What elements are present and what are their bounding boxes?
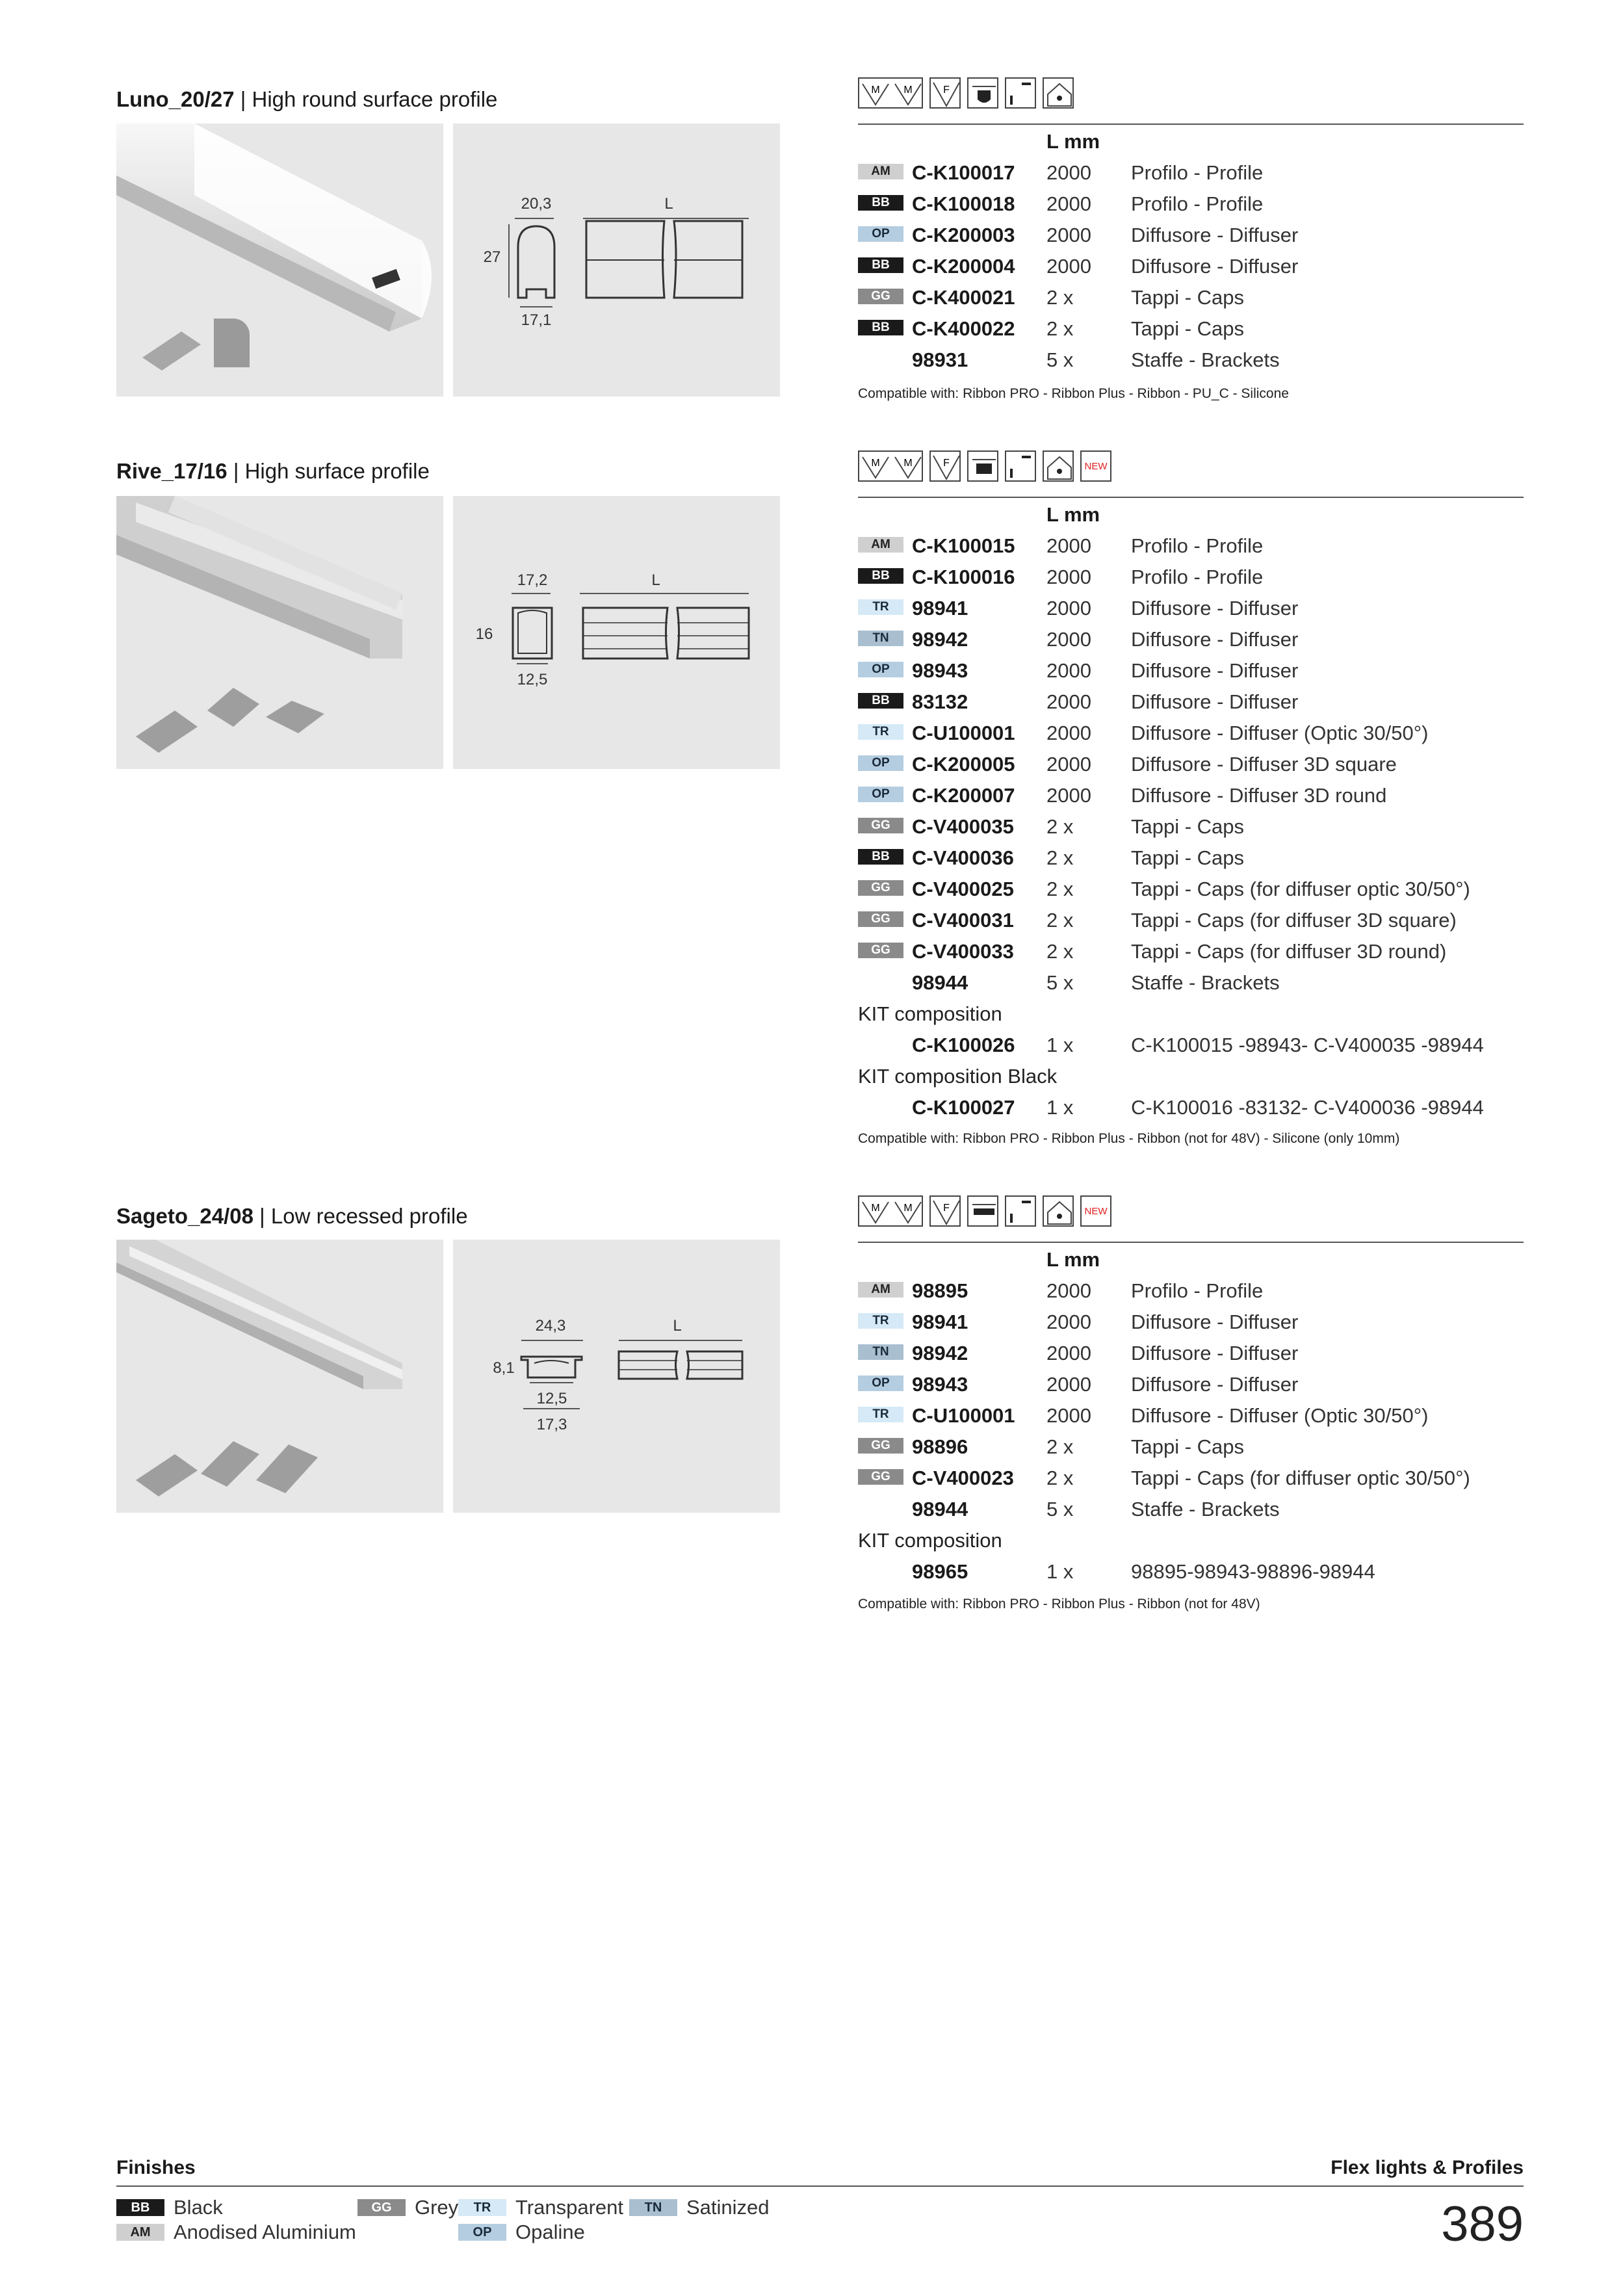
description: Tappi - Caps (1131, 317, 1245, 340)
product-code: C-K100018 (912, 192, 1015, 215)
table-row (858, 748, 1524, 779)
finish-badge: TR (858, 1407, 903, 1422)
length-value: 2 x (1046, 1467, 1074, 1489)
svg-text:M: M (903, 85, 913, 96)
description: Tappi - Caps (for diffuser optic 30/50°) (1131, 1467, 1470, 1489)
table-row (858, 1493, 1524, 1524)
length-value: 2000 (1046, 1404, 1091, 1427)
profile-drawing (453, 496, 780, 769)
dimension-icon (1005, 77, 1036, 109)
legend-black: BB Black (116, 2196, 223, 2219)
length-value: 2 x (1046, 846, 1074, 869)
description: Diffusore - Diffuser (1131, 1373, 1299, 1396)
profile-photo (116, 1240, 443, 1513)
length-value: 2000 (1046, 722, 1091, 744)
finish-badge: BB (858, 257, 903, 273)
table-row (858, 529, 1524, 560)
legend-transparent: TR Transparent (458, 2196, 623, 2219)
product-code: C-V400035 (912, 815, 1014, 838)
length-value: 2000 (1046, 1279, 1091, 1302)
dim-width: 24,3 (535, 1317, 566, 1335)
description: C-K100015 -98943- C-V400035 -98944 (1131, 1034, 1484, 1056)
compatibility-note: Compatible with: Ribbon PRO - Ribbon Plus - Ribbon (not for 48V) (858, 1597, 1260, 1611)
length-value: 2000 (1046, 659, 1091, 682)
length-value: 2000 (1046, 1342, 1091, 1364)
product-code: 83132 (912, 690, 968, 713)
svg-text:F: F (943, 458, 950, 469)
compatibility-note: Compatible with: Ribbon PRO - Ribbon Plus - Ribbon (not for 48V) - Silicone (only 10mm) (858, 1131, 1400, 1146)
product-code: C-K400021 (912, 286, 1015, 309)
new-badge: NEW (1080, 1195, 1111, 1227)
product-code: C-K400022 (912, 317, 1015, 340)
length-value: 2 x (1046, 286, 1074, 309)
profile-subtitle: Low recessed profile (270, 1204, 468, 1228)
product-code: 98895 (912, 1279, 968, 1302)
description: Diffusore - Diffuser (1131, 224, 1299, 246)
dim-width: 17,2 (517, 571, 548, 589)
profile-photo (116, 496, 443, 769)
kit-label: KIT composition (858, 1529, 1002, 1552)
dim-width: 20,3 (521, 195, 552, 213)
finish-badge: GG (858, 911, 903, 927)
finish-badge: GG (858, 1469, 903, 1485)
description: Diffusore - Diffuser 3D square (1131, 753, 1397, 776)
diffuser-shape-icon (967, 450, 998, 482)
table-row (858, 841, 1524, 872)
profile-name: Rive_17/16 (116, 459, 227, 483)
description: Diffusore - Diffuser (Optic 30/50°) (1131, 722, 1429, 744)
length-value: 2000 (1046, 255, 1091, 278)
product-code: C-V400036 (912, 846, 1014, 869)
finish-badge: BB (858, 849, 903, 865)
finish-badge: OP (858, 787, 903, 802)
finish-badge: TN (858, 631, 903, 646)
dimension-icon (1005, 1195, 1036, 1227)
product-code: 98944 (912, 1498, 968, 1520)
description: Diffusore - Diffuser (1131, 659, 1299, 682)
finish-badge: GG (858, 943, 903, 958)
finish-badge: GG (858, 880, 903, 896)
product-code: 98942 (912, 1342, 968, 1364)
length-value: 2 x (1046, 909, 1074, 932)
description: Staffe - Brackets (1131, 348, 1280, 371)
product-code: C-K200005 (912, 753, 1015, 776)
dimension-icon (1005, 450, 1036, 482)
table-row (858, 623, 1524, 654)
description: Diffusore - Diffuser (1131, 1311, 1299, 1333)
legend-grey: GG Grey (357, 2196, 458, 2219)
dim-length: L (664, 195, 673, 213)
product-code: C-K100016 (912, 566, 1015, 588)
product-code: C-K100027 (912, 1096, 1015, 1119)
surface-mount-icon (1043, 1195, 1074, 1227)
length-value: 2000 (1046, 192, 1091, 215)
length-value: 2000 (1046, 1311, 1091, 1333)
length-value: 1 x (1046, 1560, 1074, 1583)
f-class-icon (929, 1195, 961, 1227)
table-row (858, 1368, 1524, 1399)
finish-badge: TR (858, 1313, 903, 1329)
feature-icons (858, 1195, 1111, 1227)
product-code: 98931 (912, 348, 968, 371)
length-value: 2 x (1046, 815, 1074, 838)
product-code: C-K200007 (912, 784, 1015, 807)
product-code: C-U100001 (912, 722, 1015, 744)
new-badge: NEW (1080, 450, 1111, 482)
f-class-icon (929, 77, 961, 109)
finishes-title: Finishes (116, 2157, 196, 2178)
table-row (858, 250, 1524, 281)
legend-opaline: OP Opaline (458, 2221, 585, 2244)
finish-badge: TR (858, 599, 903, 615)
finish-badge: AM (858, 1282, 903, 1298)
length-value: 5 x (1046, 971, 1074, 994)
product-table (858, 1242, 1524, 1586)
table-row (858, 343, 1524, 374)
surface-mount-icon (1043, 450, 1074, 482)
description: Diffusore - Diffuser (1131, 255, 1299, 278)
product-table (858, 497, 1524, 1122)
diffuser-shape-icon (967, 1195, 998, 1227)
description: Diffusore - Diffuser (1131, 628, 1299, 651)
finish-badge: GG (858, 1438, 903, 1454)
table-row (858, 156, 1524, 187)
catalog-section-title: Flex lights & Profiles (1331, 2157, 1524, 2178)
length-value: 2000 (1046, 161, 1091, 184)
finish-badge: TR (858, 724, 903, 740)
table-row (858, 935, 1524, 966)
finish-badge: GG (858, 289, 903, 304)
surface-mount-icon (1043, 77, 1074, 109)
table-row (858, 1091, 1524, 1122)
description: Profilo - Profile (1131, 192, 1264, 215)
table-row (858, 312, 1524, 343)
kit-label: KIT composition Black (858, 1065, 1058, 1088)
dim-length: L (651, 571, 660, 589)
svg-text:M: M (903, 1203, 913, 1214)
profile-drawing (453, 1240, 780, 1513)
mm-mount-icon (858, 77, 923, 109)
table-row (858, 685, 1524, 716)
svg-text:F: F (943, 85, 950, 96)
table-row (858, 1274, 1524, 1305)
description: Diffusore - Diffuser (1131, 690, 1299, 713)
product-code: 98943 (912, 659, 968, 682)
table-row (858, 281, 1524, 312)
table-row (858, 1028, 1524, 1060)
dim-length: L (673, 1317, 682, 1335)
description: Tappi - Caps (1131, 815, 1245, 838)
profile-photo (116, 124, 443, 397)
description: Profilo - Profile (1131, 1279, 1264, 1302)
section-title: Rive_17/16 | High surface profile (116, 459, 430, 483)
description: Profilo - Profile (1131, 161, 1264, 184)
product-code: C-V400031 (912, 909, 1014, 932)
section-title: Sageto_24/08 | Low recessed profile (116, 1204, 468, 1228)
dim-base2: 17,3 (536, 1416, 567, 1433)
legend-anodised: AM Anodised Aluminium (116, 2221, 356, 2244)
product-code: C-K200004 (912, 255, 1015, 278)
feature-icons (858, 77, 1074, 109)
product-code: 98944 (912, 971, 968, 994)
description: C-K100016 -83132- C-V400036 -98944 (1131, 1096, 1484, 1119)
dim-base: 12,5 (536, 1390, 567, 1407)
table-row (858, 218, 1524, 250)
finish-badge: AM (858, 537, 903, 553)
length-value: 5 x (1046, 348, 1074, 371)
product-code: C-V400025 (912, 878, 1014, 900)
table-row (858, 966, 1524, 997)
length-value: 5 x (1046, 1498, 1074, 1520)
f-class-icon (929, 450, 961, 482)
table-row (858, 187, 1524, 218)
finish-badge: OP (858, 662, 903, 677)
length-value: 2000 (1046, 628, 1091, 651)
feature-icons (858, 450, 1111, 482)
mm-mount-icon (858, 450, 923, 482)
table-header: L mm (1046, 1248, 1100, 1271)
table-row (858, 1555, 1524, 1586)
finish-badge: AM (858, 164, 903, 179)
description: Tappi - Caps (1131, 286, 1245, 309)
length-value: 2000 (1046, 1373, 1091, 1396)
length-value: 2000 (1046, 566, 1091, 588)
table-row (858, 560, 1524, 592)
table-row (858, 1430, 1524, 1461)
finish-badge: BB (858, 568, 903, 584)
svg-text:M: M (871, 1203, 880, 1214)
svg-text:M: M (871, 85, 880, 96)
description: Tappi - Caps (for diffuser optic 30/50°) (1131, 878, 1470, 900)
kit-heading (858, 1524, 1524, 1555)
table-header: L mm (1046, 130, 1100, 153)
finish-badge: OP (858, 1376, 903, 1391)
length-value: 2 x (1046, 878, 1074, 900)
table-row (858, 1305, 1524, 1337)
kit-label: KIT composition (858, 1002, 1002, 1025)
footer-divider (116, 2185, 1524, 2187)
length-value: 2 x (1046, 317, 1074, 340)
product-code: C-V400033 (912, 940, 1014, 963)
dim-base: 17,1 (521, 311, 552, 329)
product-code: C-K200003 (912, 224, 1015, 246)
profile-name: Sageto_24/08 (116, 1204, 253, 1228)
description: Staffe - Brackets (1131, 1498, 1280, 1520)
finish-badge: GG (858, 818, 903, 833)
product-code: C-K100017 (912, 161, 1015, 184)
description: Diffusore - Diffuser (1131, 1342, 1299, 1364)
finish-badge: TN (858, 1344, 903, 1360)
length-value: 2 x (1046, 940, 1074, 963)
length-value: 2000 (1046, 224, 1091, 246)
description: Tappi - Caps (for diffuser 3D square) (1131, 909, 1457, 932)
section-title: Luno_20/27 | High round surface profile (116, 87, 498, 111)
dim-base: 12,5 (517, 671, 548, 688)
product-code: 98943 (912, 1373, 968, 1396)
product-code: C-K100015 (912, 534, 1015, 557)
table-row (858, 810, 1524, 841)
table-row (858, 654, 1524, 685)
table-row (858, 1399, 1524, 1430)
product-code: 98942 (912, 628, 968, 651)
finish-badge: OP (858, 226, 903, 242)
table-row (858, 904, 1524, 935)
table-row (858, 779, 1524, 810)
finish-badge: OP (858, 755, 903, 771)
table-row (858, 1337, 1524, 1368)
description: Diffusore - Diffuser (1131, 597, 1299, 620)
product-code: C-K100026 (912, 1034, 1015, 1056)
length-value: 2000 (1046, 784, 1091, 807)
table-header: L mm (1046, 503, 1100, 526)
product-code: C-V400023 (912, 1467, 1014, 1489)
profile-drawing (453, 124, 780, 397)
finish-badge: BB (858, 195, 903, 211)
length-value: 2000 (1046, 690, 1091, 713)
length-value: 1 x (1046, 1096, 1074, 1119)
description: 98895-98943-98896-98944 (1131, 1560, 1375, 1583)
length-value: 2000 (1046, 597, 1091, 620)
description: Tappi - Caps (1131, 1435, 1245, 1458)
dim-height: 27 (483, 248, 501, 266)
description: Diffusore - Diffuser (Optic 30/50°) (1131, 1404, 1429, 1427)
table-row (858, 872, 1524, 904)
description: Profilo - Profile (1131, 566, 1264, 588)
table-row (858, 1461, 1524, 1493)
mm-mount-icon (858, 1195, 923, 1227)
product-code: C-U100001 (912, 1404, 1015, 1427)
profile-subtitle: High surface profile (244, 459, 430, 483)
dim-height: 8,1 (493, 1359, 515, 1377)
table-row (858, 592, 1524, 623)
product-code: 98941 (912, 597, 968, 620)
description: Staffe - Brackets (1131, 971, 1280, 994)
length-value: 2000 (1046, 753, 1091, 776)
dim-height: 16 (475, 625, 493, 643)
svg-text:M: M (903, 458, 913, 469)
length-value: 2000 (1046, 534, 1091, 557)
svg-text:M: M (871, 458, 880, 469)
table-row (858, 716, 1524, 748)
description: Tappi - Caps (1131, 846, 1245, 869)
description: Tappi - Caps (for diffuser 3D round) (1131, 940, 1447, 963)
length-value: 1 x (1046, 1034, 1074, 1056)
description: Diffusore - Diffuser 3D round (1131, 784, 1387, 807)
product-code: 98965 (912, 1560, 968, 1583)
page-number: 389 (1441, 2197, 1524, 2252)
compatibility-note: Compatible with: Ribbon PRO - Ribbon Plus - Ribbon - PU_C - Silicone (858, 386, 1289, 401)
svg-text:F: F (943, 1203, 950, 1214)
legend-satinized: TN Satinized (629, 2196, 770, 2219)
kit-heading (858, 997, 1524, 1028)
profile-name: Luno_20/27 (116, 87, 235, 111)
product-code: 98896 (912, 1435, 968, 1458)
profile-subtitle: High round surface profile (252, 87, 498, 111)
product-code: 98941 (912, 1311, 968, 1333)
description: Profilo - Profile (1131, 534, 1264, 557)
kit-heading (858, 1060, 1524, 1091)
length-value: 2 x (1046, 1435, 1074, 1458)
finish-badge: BB (858, 693, 903, 709)
finish-badge: BB (858, 320, 903, 335)
diffuser-shape-icon (967, 77, 998, 109)
product-table (858, 124, 1524, 374)
